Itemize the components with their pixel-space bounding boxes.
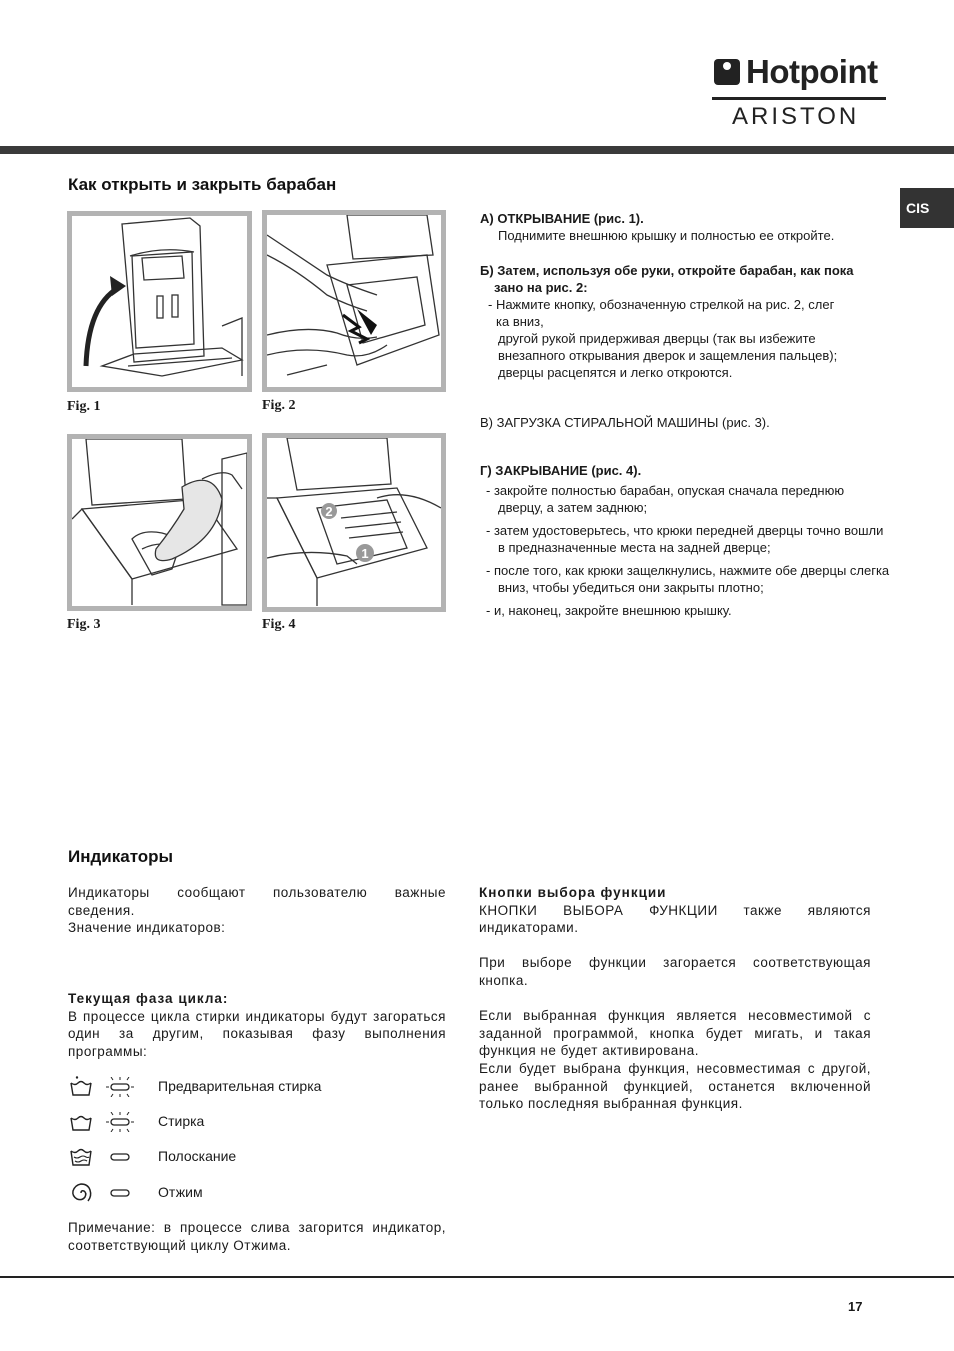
page-number: 17 <box>848 1299 863 1314</box>
wash-icon <box>68 1110 94 1134</box>
step-d-item: - закройте полностью барабан, опуская сначала переднюю дверцу, а затем заднюю; <box>486 483 845 515</box>
blinking-led-icon <box>106 1112 134 1132</box>
step-d-item: - затем удостоверьтесь, что крюки передней дверцы точно вошли в предназначенные места на задней дверце; <box>486 523 884 555</box>
prewash-icon <box>68 1075 94 1099</box>
function-buttons-p1: КНОПКИ ВЫБОРА ФУНКЦИИ также являются индикаторами. <box>479 902 871 935</box>
logo-sub: ARISTON <box>732 103 860 130</box>
step-b-heading-1: Б) Затем, используя обе руки, откройте барабан, как пока <box>480 263 854 278</box>
indicator-label: Предварительная стирка <box>158 1078 322 1094</box>
opening-instructions <box>480 210 890 244</box>
step-2-marker: 2 <box>325 504 333 519</box>
step-1-marker: 1 <box>361 546 369 561</box>
step-a-heading: А) ОТКРЫВАНИЕ (рис. 1). <box>480 211 644 226</box>
step-d-item: - после того, как крюки защелкнулись, нажмите обе дверцы слегка вниз, чтобы убедиться они закрыты плотно; <box>486 563 890 595</box>
figure-4 <box>262 433 446 612</box>
spin-icon <box>68 1181 94 1205</box>
step-b-item2-line3: дверцы расцепятся и легко откроются. <box>498 365 733 380</box>
indicator-label: Полоскание <box>158 1148 237 1164</box>
language-tab: CIS <box>900 188 954 228</box>
indicators-intro: Индикаторы сообщают пользователю важные сведения. <box>68 885 446 918</box>
blinking-led-icon <box>106 1077 134 1097</box>
figure-3 <box>67 434 252 611</box>
indicator-label: Стирка <box>158 1113 205 1129</box>
section-title-drum: Как открыть и закрыть барабан <box>68 175 337 194</box>
figure-1-caption: Fig. 1 <box>67 399 101 414</box>
step-b-item1-line1: - Нажмите кнопку, обозначенную стрелкой на рис. 2, слег <box>488 297 835 312</box>
function-buttons-heading: Кнопки выбора функции <box>479 885 667 900</box>
function-buttons-p3: Если выбранная функция является несовместимой с заданной программой, кнопка будет мигать, и такая функция не будет активирована. <box>479 1008 871 1058</box>
section-title-indicators: Индикаторы <box>68 847 174 866</box>
indicator-row-wash <box>68 1110 428 1134</box>
logo-divider <box>712 97 886 100</box>
current-phase-text: В процессе цикла стирки индикаторы будут загораться один за другим, показывая фазу выполнения программы: <box>68 1008 446 1059</box>
figure-4-caption: Fig. 4 <box>262 617 296 632</box>
function-buttons-p4: Если будет выбрана функция, несовместимая с другой, ранее выбранной функцией, останется включенной только последняя выбранная функция. <box>479 1061 871 1111</box>
figure-2-caption: Fig. 2 <box>262 398 296 413</box>
fig4-illustration <box>267 438 441 607</box>
brand-logo <box>712 55 888 135</box>
fig2-illustration <box>267 215 441 387</box>
fig1-illustration <box>72 216 247 387</box>
indicators-intro-2: Значение индикаторов: <box>68 920 226 935</box>
step-b-item2-line1: другой рукой придерживая дверцы (так вы избежите <box>498 331 816 346</box>
step-b <box>480 262 890 381</box>
indicator-row-spin <box>68 1181 428 1205</box>
step-d-item: - и, наконец, закройте внешнюю крышку. <box>486 603 732 618</box>
current-phase <box>68 990 446 1060</box>
function-buttons <box>479 884 871 937</box>
footer-rule <box>0 1276 954 1278</box>
indicator-row-rinse <box>68 1145 428 1169</box>
figure-2 <box>262 210 446 392</box>
step-b-item2-line2: внезапного открывания дверок и защемления пальцев); <box>498 348 838 363</box>
header-bar <box>0 146 954 154</box>
step-a-text: Поднимите внешнюю крышку и полностью ее откройте. <box>498 228 835 243</box>
step-c-heading: В) ЗАГРУЗКА СТИРАЛЬНОЙ МАШИНЫ (рис. 3). <box>480 415 770 430</box>
current-phase-heading: Текущая фаза цикла: <box>68 991 229 1006</box>
figure-3-caption: Fig. 3 <box>67 617 101 632</box>
logo-brand: Hotpoint <box>746 53 878 90</box>
function-buttons-p2: При выборе функции загорается соответствующая кнопка. <box>479 955 871 988</box>
step-b-item1-line2: ка вниз, <box>496 314 544 329</box>
figure-1 <box>67 211 252 392</box>
step-d <box>480 462 890 619</box>
step-b-heading-2: зано на рис. 2: <box>494 280 588 295</box>
indicator-label: Отжим <box>158 1184 203 1200</box>
led-off-icon <box>106 1147 134 1167</box>
indicator-row-prewash <box>68 1075 428 1099</box>
step-d-heading: Г) ЗАКРЫВАНИЕ (рис. 4). <box>480 463 642 478</box>
logo-mark-icon <box>714 59 740 85</box>
fig3-illustration <box>72 439 247 606</box>
rinse-icon <box>68 1145 94 1169</box>
drain-note: Примечание: в процессе слива загорится индикатор, соответствующий циклу Отжима. <box>68 1220 446 1253</box>
led-off-icon <box>106 1183 134 1203</box>
